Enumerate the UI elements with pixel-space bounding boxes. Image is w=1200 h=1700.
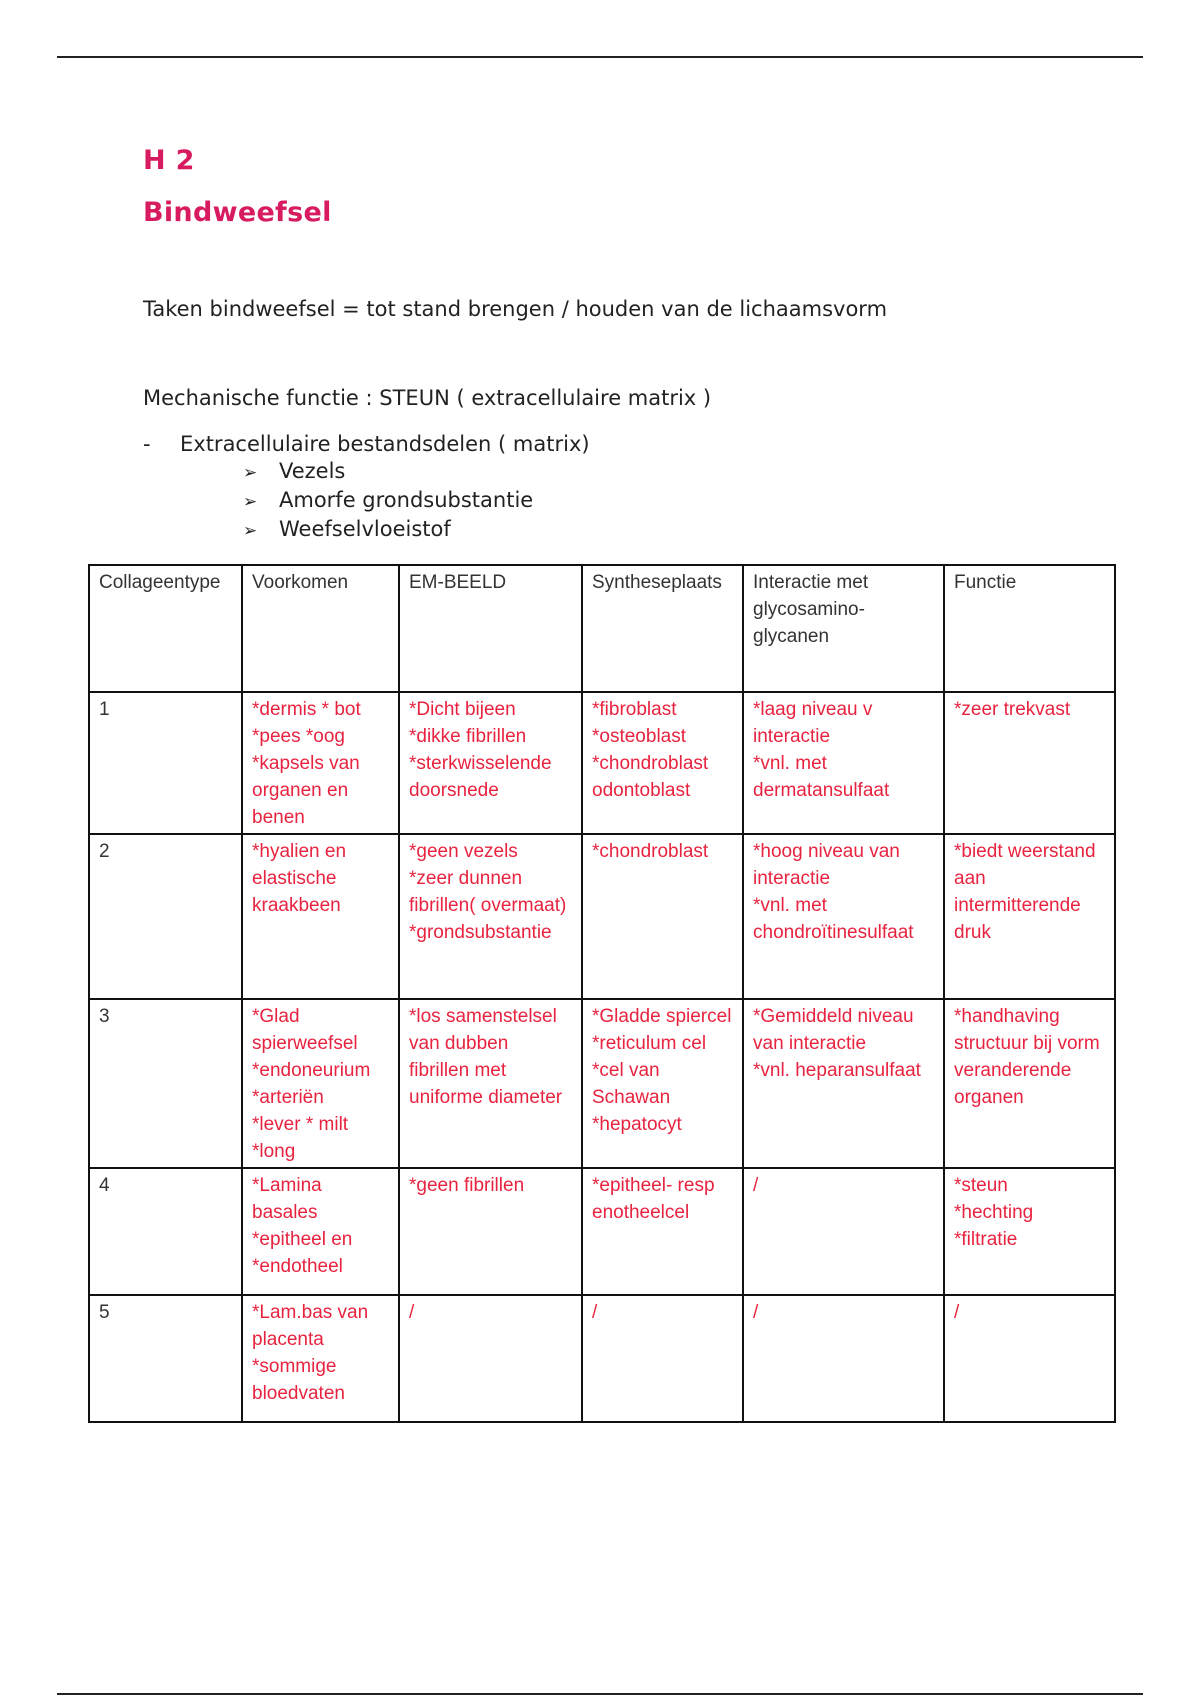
cell-interactie: / [743, 1168, 944, 1295]
cell-interactie: *hoog niveau van interactie *vnl. met chondroïtinesulfaat [743, 834, 944, 999]
table-row [89, 999, 1115, 1168]
list-item-text: Amorfe grondsubstantie [279, 488, 534, 512]
header-voorkomen: Voorkomen [242, 565, 399, 692]
list-item-text: Vezels [279, 459, 346, 483]
header-collageentype: Collageentype [89, 565, 242, 692]
cell-em-beeld: / [399, 1295, 582, 1422]
list-item-text: Weefselvloeistof [279, 517, 451, 541]
header-functie: Functie [944, 565, 1115, 692]
cell-voorkomen: *Glad spierweefsel *endoneurium *arteriën *lever * milt *long [242, 999, 399, 1168]
table-row [89, 1295, 1115, 1422]
cell-type: 3 [89, 999, 242, 1168]
cell-type: 1 [89, 692, 242, 834]
cell-syntheseplaats: *fibroblast *osteoblast *chondroblast odontoblast [582, 692, 743, 834]
cell-functie: *steun *hechting *filtratie [944, 1168, 1115, 1295]
cell-syntheseplaats: *Gladde spiercel *reticulum cel *cel van Schawan *hepatocyt [582, 999, 743, 1168]
page-title: Bindweefsel [143, 197, 332, 228]
taken-line: Taken bindweefsel = tot stand brengen / houden van de lichaamsvorm [143, 297, 888, 321]
dash-item-text: Extracellulaire bestandsdelen ( matrix) [180, 432, 590, 456]
cell-functie: / [944, 1295, 1115, 1422]
header-syntheseplaats: Syntheseplaats [582, 565, 743, 692]
matrix-components-list [243, 459, 533, 546]
arrow-bullet-icon: ➢ [243, 492, 258, 512]
cell-em-beeld: *geen fibrillen [399, 1168, 582, 1295]
cell-em-beeld: *los samenstelsel van dubben fibrillen met uniforme diameter [399, 999, 582, 1168]
cell-em-beeld: *geen vezels *zeer dunnen fibrillen( overmaat) *grondsubstantie [399, 834, 582, 999]
cell-voorkomen: *hyalien en elastische kraakbeen [242, 834, 399, 999]
cell-syntheseplaats: *epitheel- resp enotheelcel [582, 1168, 743, 1295]
cell-functie: *biedt weerstand aan intermitterende druk [944, 834, 1115, 999]
table-row [89, 1168, 1115, 1295]
dash-bullet: - [143, 432, 151, 456]
dash-list-item [143, 432, 590, 456]
cell-syntheseplaats: / [582, 1295, 743, 1422]
cell-type: 4 [89, 1168, 242, 1295]
arrow-bullet-icon: ➢ [243, 463, 258, 483]
header-interactie: Interactie met glycosamino-glycanen [743, 565, 944, 692]
cell-voorkomen: *Lamina basales *epitheel en *endotheel [242, 1168, 399, 1295]
table-header-row [89, 565, 1115, 692]
cell-interactie: *laag niveau v interactie *vnl. met dermatansulfaat [743, 692, 944, 834]
cell-functie: *zeer trekvast [944, 692, 1115, 834]
cell-voorkomen: *dermis * bot *pees *oog *kapsels van organen en benen [242, 692, 399, 834]
list-item [243, 488, 533, 517]
cell-type: 5 [89, 1295, 242, 1422]
mechanische-functie-line: Mechanische functie : STEUN ( extracellulaire matrix ) [143, 386, 712, 410]
list-item [243, 459, 533, 488]
cell-syntheseplaats: *chondroblast [582, 834, 743, 999]
cell-em-beeld: *Dicht bijeen *dikke fibrillen *sterkwisselende doorsnede [399, 692, 582, 834]
cell-type: 2 [89, 834, 242, 999]
table-row [89, 692, 1115, 834]
top-rule [57, 56, 1143, 58]
header-em-beeld: EM-BEELD [399, 565, 582, 692]
cell-functie: *handhaving structuur bij vorm veranderende organen [944, 999, 1115, 1168]
list-item [243, 517, 533, 546]
chapter-heading: H 2 [143, 145, 195, 176]
table-row [89, 834, 1115, 999]
bottom-rule [57, 1693, 1143, 1695]
cell-interactie: *Gemiddeld niveau van interactie *vnl. heparansulfaat [743, 999, 944, 1168]
collagen-table [88, 564, 1116, 1423]
cell-interactie: / [743, 1295, 944, 1422]
cell-voorkomen: *Lam.bas van placenta *sommige bloedvaten [242, 1295, 399, 1422]
arrow-bullet-icon: ➢ [243, 521, 258, 541]
